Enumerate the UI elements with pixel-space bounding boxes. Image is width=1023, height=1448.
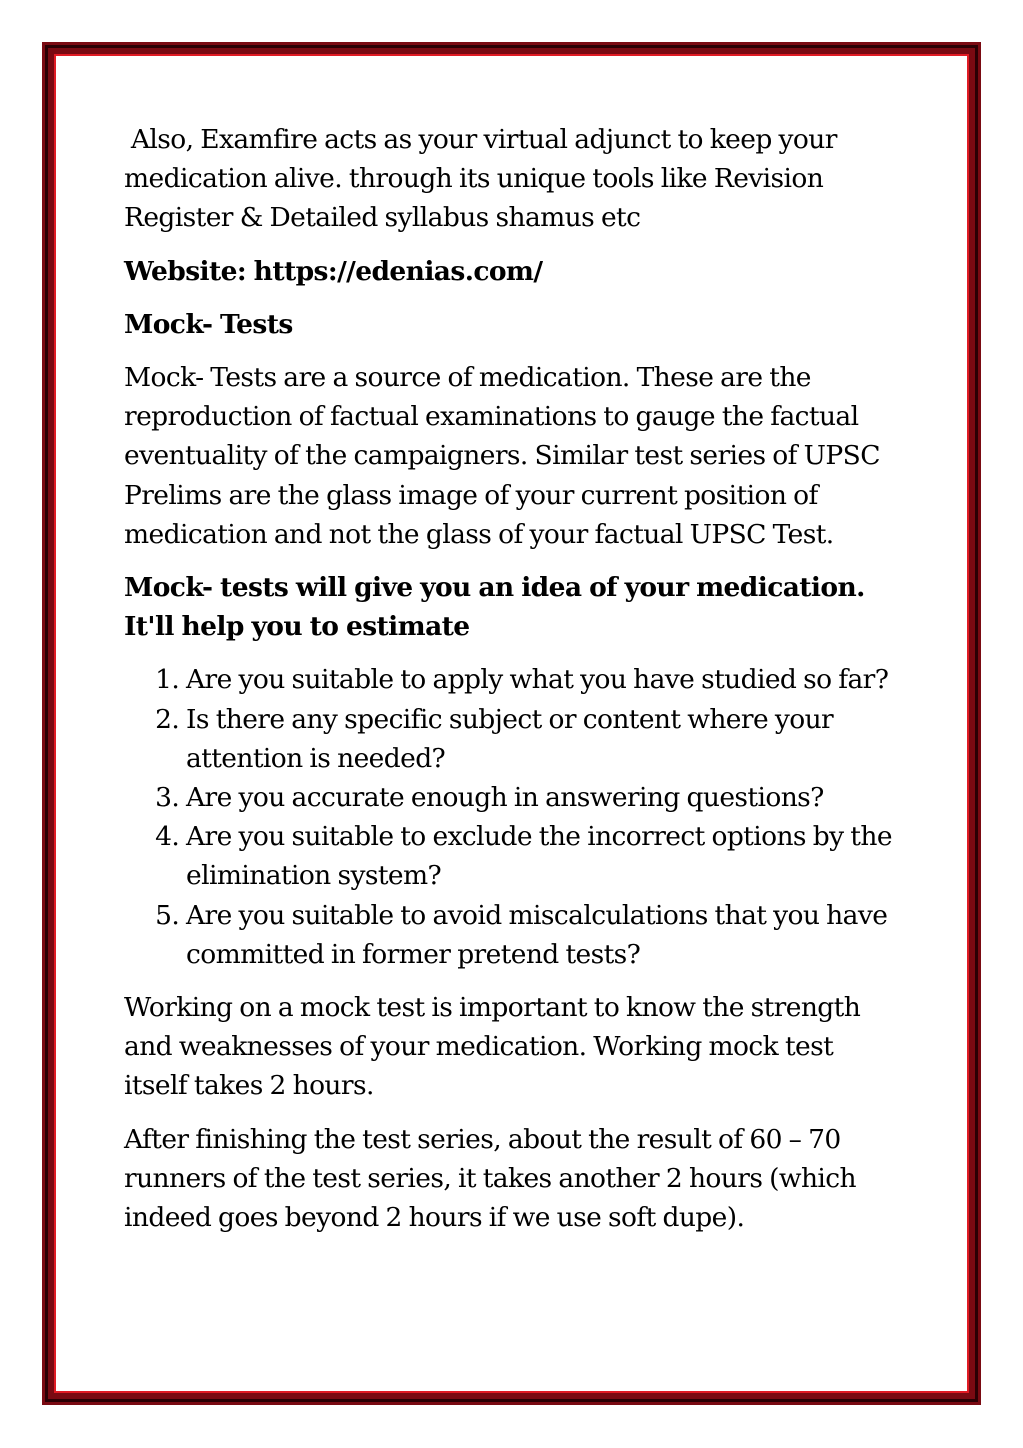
after-paragraph: After finishing the test series, about the result of 60 – 70 runners of the test series, it takes another 2 hours (which indeed goes beyond 2 hours if we use soft dupe).	[124, 1123, 857, 1234]
website-line: Website: https://edenias.com/	[124, 255, 543, 287]
list-item: 4. Are you suitable to exclude the incorrect options by the elimination system?	[186, 817, 899, 895]
list-item: 2. Is there any specific subject or content where your attention is needed?	[186, 700, 899, 778]
list-item: 5. Are you suitable to avoid miscalculations that you have committed in former pretend tests?	[186, 896, 899, 974]
working-paragraph: Working on a mock test is important to know the strength and weaknesses of your medication. Working mock test itself takes 2 hours.	[124, 992, 861, 1102]
mock-tests-heading: Mock- Tests	[124, 308, 293, 340]
list-item: 1. Are you suitable to apply what you have studied so far?	[186, 660, 899, 699]
intro-paragraph: Also, Examfire acts as your virtual adjunct to keep your medication alive. through its unique tools like Revision Register & Detailed syllabus shamus etc	[124, 124, 837, 234]
estimate-heading: Mock- tests will give you an idea of your medication. It'll help you to estimate	[124, 572, 865, 643]
list-item: 3. Are you accurate enough in answering questions?	[186, 778, 899, 817]
questions-list	[124, 660, 899, 974]
document-body	[124, 120, 899, 1251]
mock-tests-paragraph: Mock- Tests are a source of medication. These are the reproduction of factual examinations to gauge the factual eventuality of the campaigners. Similar test series of UPSC Prelims are the glass image of your current position of medication and not the glass of your factual UPSC Test.	[124, 362, 880, 550]
